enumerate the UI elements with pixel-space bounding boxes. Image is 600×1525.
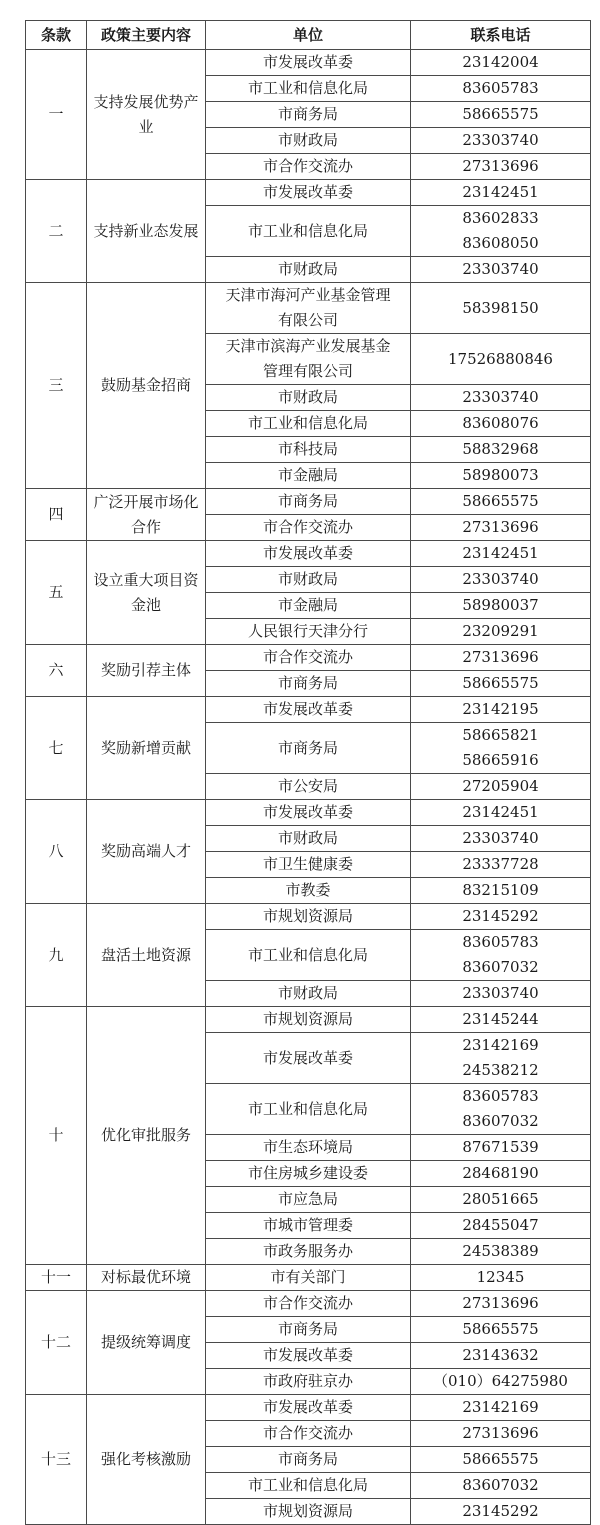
unit-name: 市商务局 [277,738,338,757]
phone-number: 27313696 [462,1294,539,1312]
unit-cell [206,1473,411,1499]
unit-cell [206,257,411,283]
phone-number: 58832968 [462,440,539,458]
policy-content-cell: 盘活土地资源 [87,904,206,1007]
unit-name: 人民银行天津分行 [247,622,368,640]
phone-number: 58665821 [462,726,539,744]
unit-name: 市财政局 [277,388,338,406]
phone-number: 58665916 [462,751,539,769]
unit-cell [206,671,411,697]
phone-cell [411,1007,591,1033]
unit-cell [206,1033,411,1084]
policy-content-cell: 优化审批服务 [87,1007,206,1265]
unit-name: 市住房城乡建设委 [247,1164,368,1182]
unit-name: 有限公司 [277,311,338,329]
unit-cell [206,50,411,76]
phone-cell [411,541,591,567]
phone-cell [411,154,591,180]
phone-number: 23209291 [462,622,539,640]
phone-number: 27313696 [462,1424,539,1442]
phone-cell [411,463,591,489]
header-content: 政策主要内容 [87,21,206,50]
phone-cell [411,1161,591,1187]
unit-name: 市合作交流办 [262,1294,353,1312]
table-row [26,541,591,567]
phone-cell [411,1187,591,1213]
phone-cell [411,826,591,852]
phone-number: 58398150 [462,298,539,317]
phone-number: 83607032 [462,1112,539,1130]
unit-name: 市工业和信息化局 [247,414,368,432]
phone-number: 12345 [476,1268,525,1286]
unit-name: 市发展改革委 [262,1398,353,1416]
phone-number: 23303740 [462,131,539,149]
unit-name: 市财政局 [277,570,338,588]
phone-number: 27313696 [462,648,539,666]
unit-cell [206,878,411,904]
unit-cell [206,593,411,619]
phone-number: 23142451 [462,183,539,201]
unit-name: 市有关部门 [270,1268,346,1286]
unit-name: 市金融局 [277,596,338,614]
unit-name: 市公安局 [277,777,338,795]
phone-cell [411,645,591,671]
unit-name: 市发展改革委 [262,1346,353,1364]
policy-content-cell: 设立重大项目资金池 [87,541,206,645]
unit-cell [206,904,411,930]
unit-cell [206,1369,411,1395]
table-body [26,50,591,1525]
unit-name: 市工业和信息化局 [247,1476,368,1494]
table-row [26,1395,591,1421]
phone-cell [411,904,591,930]
policy-content-cell: 奖励引荐主体 [87,645,206,697]
table-row [26,645,591,671]
unit-cell [206,800,411,826]
unit-name: 管理有限公司 [262,362,353,380]
unit-cell [206,567,411,593]
phone-number: 23142195 [462,700,539,718]
phone-number: 24538389 [462,1242,539,1260]
phone-number: 23145292 [462,907,539,925]
phone-cell [411,981,591,1007]
phone-cell [411,206,591,257]
unit-name: 市教委 [285,881,331,899]
unit-cell [206,723,411,774]
clause-cell: 八 [26,800,87,904]
unit-name: 天津市滨海产业发展基金 [225,337,391,355]
phone-number: 87671539 [462,1138,539,1156]
unit-cell [206,334,411,385]
table-row [26,800,591,826]
clause-cell: 二 [26,180,87,283]
clause-cell: 十三 [26,1395,87,1525]
phone-number: 83605783 [462,79,539,97]
policy-content-cell: 广泛开展市场化合作 [87,489,206,541]
phone-number: 24538212 [462,1061,539,1079]
phone-cell [411,852,591,878]
unit-name: 市工业和信息化局 [247,79,368,97]
clause-cell: 五 [26,541,87,645]
phone-number: 58980073 [462,466,539,484]
table-row [26,1007,591,1033]
unit-cell [206,1084,411,1135]
header-unit: 单位 [206,21,411,50]
unit-name: 市商务局 [277,105,338,123]
unit-name: 市规划资源局 [262,1502,353,1520]
policy-content-cell: 提级统筹调度 [87,1291,206,1395]
phone-cell [411,1447,591,1473]
unit-name: 市城市管理委 [262,1216,353,1234]
unit-cell [206,1265,411,1291]
unit-cell [206,1447,411,1473]
unit-cell [206,463,411,489]
unit-name: 市财政局 [277,260,338,278]
table-row [26,283,591,334]
unit-name: 市财政局 [277,829,338,847]
phone-cell [411,437,591,463]
phone-cell [411,723,591,774]
table-row [26,180,591,206]
unit-name: 市政务服务办 [262,1242,353,1260]
phone-number: 58665575 [462,674,539,692]
unit-cell [206,489,411,515]
phone-number: 23142169 [462,1036,539,1054]
unit-cell [206,1135,411,1161]
policy-contact-table [25,20,591,1525]
unit-name: 市合作交流办 [262,648,353,666]
unit-cell [206,385,411,411]
unit-cell [206,981,411,1007]
phone-number: 58980037 [462,596,539,614]
phone-number: 23303740 [462,388,539,406]
phone-number: 23303740 [462,570,539,588]
phone-number: 23303740 [462,260,539,278]
clause-cell: 七 [26,697,87,800]
table-row [26,697,591,723]
table-row [26,50,591,76]
phone-cell [411,878,591,904]
header-row [26,21,591,50]
unit-cell [206,128,411,154]
phone-number: 58665575 [462,105,539,123]
clause-cell: 四 [26,489,87,541]
phone-number: 23142004 [462,53,539,71]
phone-cell [411,671,591,697]
table-row [26,904,591,930]
unit-name: 市发展改革委 [262,1048,353,1067]
unit-name: 市发展改革委 [262,803,353,821]
phone-number: 83607032 [462,1476,539,1494]
unit-name: 市财政局 [277,984,338,1002]
unit-name: 市商务局 [277,1320,338,1338]
phone-cell [411,102,591,128]
unit-cell [206,1421,411,1447]
phone-number: 27313696 [462,518,539,536]
unit-name: 市商务局 [277,492,338,510]
unit-cell [206,411,411,437]
phone-cell [411,334,591,385]
phone-cell [411,1135,591,1161]
unit-cell [206,154,411,180]
phone-cell [411,385,591,411]
table-row [26,489,591,515]
unit-cell [206,437,411,463]
header-clause: 条款 [26,21,87,50]
clause-cell: 十二 [26,1291,87,1395]
unit-name: 市生态环境局 [262,1138,353,1156]
unit-name: 市卫生健康委 [262,855,353,873]
table-row [26,1265,591,1291]
phone-number: 28468190 [462,1164,539,1182]
clause-cell: 九 [26,904,87,1007]
phone-cell [411,567,591,593]
unit-cell [206,1291,411,1317]
unit-cell [206,76,411,102]
phone-number: 58665575 [462,492,539,510]
policy-content-cell: 鼓励基金招商 [87,283,206,489]
policy-content-cell: 奖励新增贡献 [87,697,206,800]
unit-name: 市工业和信息化局 [247,1099,368,1118]
phone-number: 23145292 [462,1502,539,1520]
phone-number: 83608076 [462,414,539,432]
phone-number: （010）64275980 [433,1372,568,1390]
phone-cell [411,411,591,437]
clause-cell: 十一 [26,1265,87,1291]
unit-name: 市政府驻京办 [262,1372,353,1390]
phone-number: 23142169 [462,1398,539,1416]
phone-number: 83215109 [462,881,539,899]
phone-cell [411,257,591,283]
phone-cell [411,1033,591,1084]
unit-cell [206,1161,411,1187]
phone-cell [411,774,591,800]
phone-number: 58665575 [462,1450,539,1468]
phone-number: 23142451 [462,544,539,562]
unit-cell [206,697,411,723]
header-phone: 联系电话 [411,21,591,50]
unit-name: 市金融局 [277,466,338,484]
phone-cell [411,1343,591,1369]
phone-cell [411,1239,591,1265]
policy-content-cell: 支持发展优势产业 [87,50,206,180]
unit-cell [206,1317,411,1343]
phone-cell [411,1291,591,1317]
unit-name: 市发展改革委 [262,700,353,718]
phone-cell [411,1265,591,1291]
contact-table-container [25,20,591,1525]
phone-cell [411,1317,591,1343]
unit-cell [206,1007,411,1033]
phone-cell [411,128,591,154]
phone-number: 23145244 [462,1010,539,1028]
phone-number: 83607032 [462,958,539,976]
phone-cell [411,489,591,515]
unit-name: 市合作交流办 [262,1424,353,1442]
clause-cell: 六 [26,645,87,697]
policy-content-cell: 支持新业态发展 [87,180,206,283]
phone-cell [411,180,591,206]
policy-content-cell: 强化考核激励 [87,1395,206,1525]
phone-number: 23303740 [462,829,539,847]
phone-cell [411,930,591,981]
phone-number: 83602833 [462,209,539,227]
phone-number: 23337728 [462,855,539,873]
phone-cell [411,800,591,826]
phone-number: 58665575 [462,1320,539,1338]
phone-cell [411,76,591,102]
unit-name: 市工业和信息化局 [247,945,368,964]
phone-number: 27313696 [462,157,539,175]
phone-cell [411,1084,591,1135]
unit-cell [206,1499,411,1525]
phone-cell [411,283,591,334]
unit-cell [206,515,411,541]
unit-cell [206,930,411,981]
phone-number: 83605783 [462,1087,539,1105]
phone-number: 28455047 [462,1216,539,1234]
unit-cell [206,619,411,645]
unit-name: 市合作交流办 [262,518,353,536]
unit-cell [206,1187,411,1213]
phone-cell [411,1421,591,1447]
policy-content-cell: 奖励高端人才 [87,800,206,904]
unit-name: 市财政局 [277,131,338,149]
unit-name: 市发展改革委 [262,53,353,71]
policy-content-cell: 对标最优环境 [87,1265,206,1291]
unit-cell [206,645,411,671]
phone-cell [411,515,591,541]
phone-cell [411,1499,591,1525]
phone-number: 83608050 [462,234,539,252]
unit-name: 市发展改革委 [262,183,353,201]
unit-cell [206,102,411,128]
unit-name: 市应急局 [277,1190,338,1208]
phone-cell [411,1213,591,1239]
unit-cell [206,774,411,800]
unit-name: 市商务局 [277,674,338,692]
phone-number: 23303740 [462,984,539,1002]
clause-cell: 三 [26,283,87,489]
unit-name: 市规划资源局 [262,1010,353,1028]
table-row [26,1291,591,1317]
unit-name: 市商务局 [277,1450,338,1468]
unit-name: 市发展改革委 [262,544,353,562]
phone-number: 23142451 [462,803,539,821]
unit-cell [206,1213,411,1239]
unit-cell [206,1343,411,1369]
phone-cell [411,697,591,723]
unit-name: 市科技局 [277,440,338,458]
unit-cell [206,852,411,878]
phone-number: 23143632 [462,1346,539,1364]
clause-cell: 十 [26,1007,87,1265]
unit-cell [206,1395,411,1421]
phone-number: 83605783 [462,933,539,951]
unit-cell [206,180,411,206]
phone-cell [411,593,591,619]
phone-cell [411,1473,591,1499]
phone-cell [411,1395,591,1421]
unit-cell [206,1239,411,1265]
unit-name: 市规划资源局 [262,907,353,925]
phone-number: 27205904 [462,777,539,795]
unit-cell [206,541,411,567]
clause-cell: 一 [26,50,87,180]
phone-cell [411,1369,591,1395]
unit-cell [206,826,411,852]
unit-name: 市合作交流办 [262,157,353,175]
phone-number: 17526880846 [448,349,553,368]
unit-name: 市工业和信息化局 [247,221,368,240]
phone-number: 28051665 [462,1190,539,1208]
unit-name: 天津市海河产业基金管理 [225,286,391,304]
phone-cell [411,50,591,76]
phone-cell [411,619,591,645]
unit-cell [206,283,411,334]
unit-cell [206,206,411,257]
